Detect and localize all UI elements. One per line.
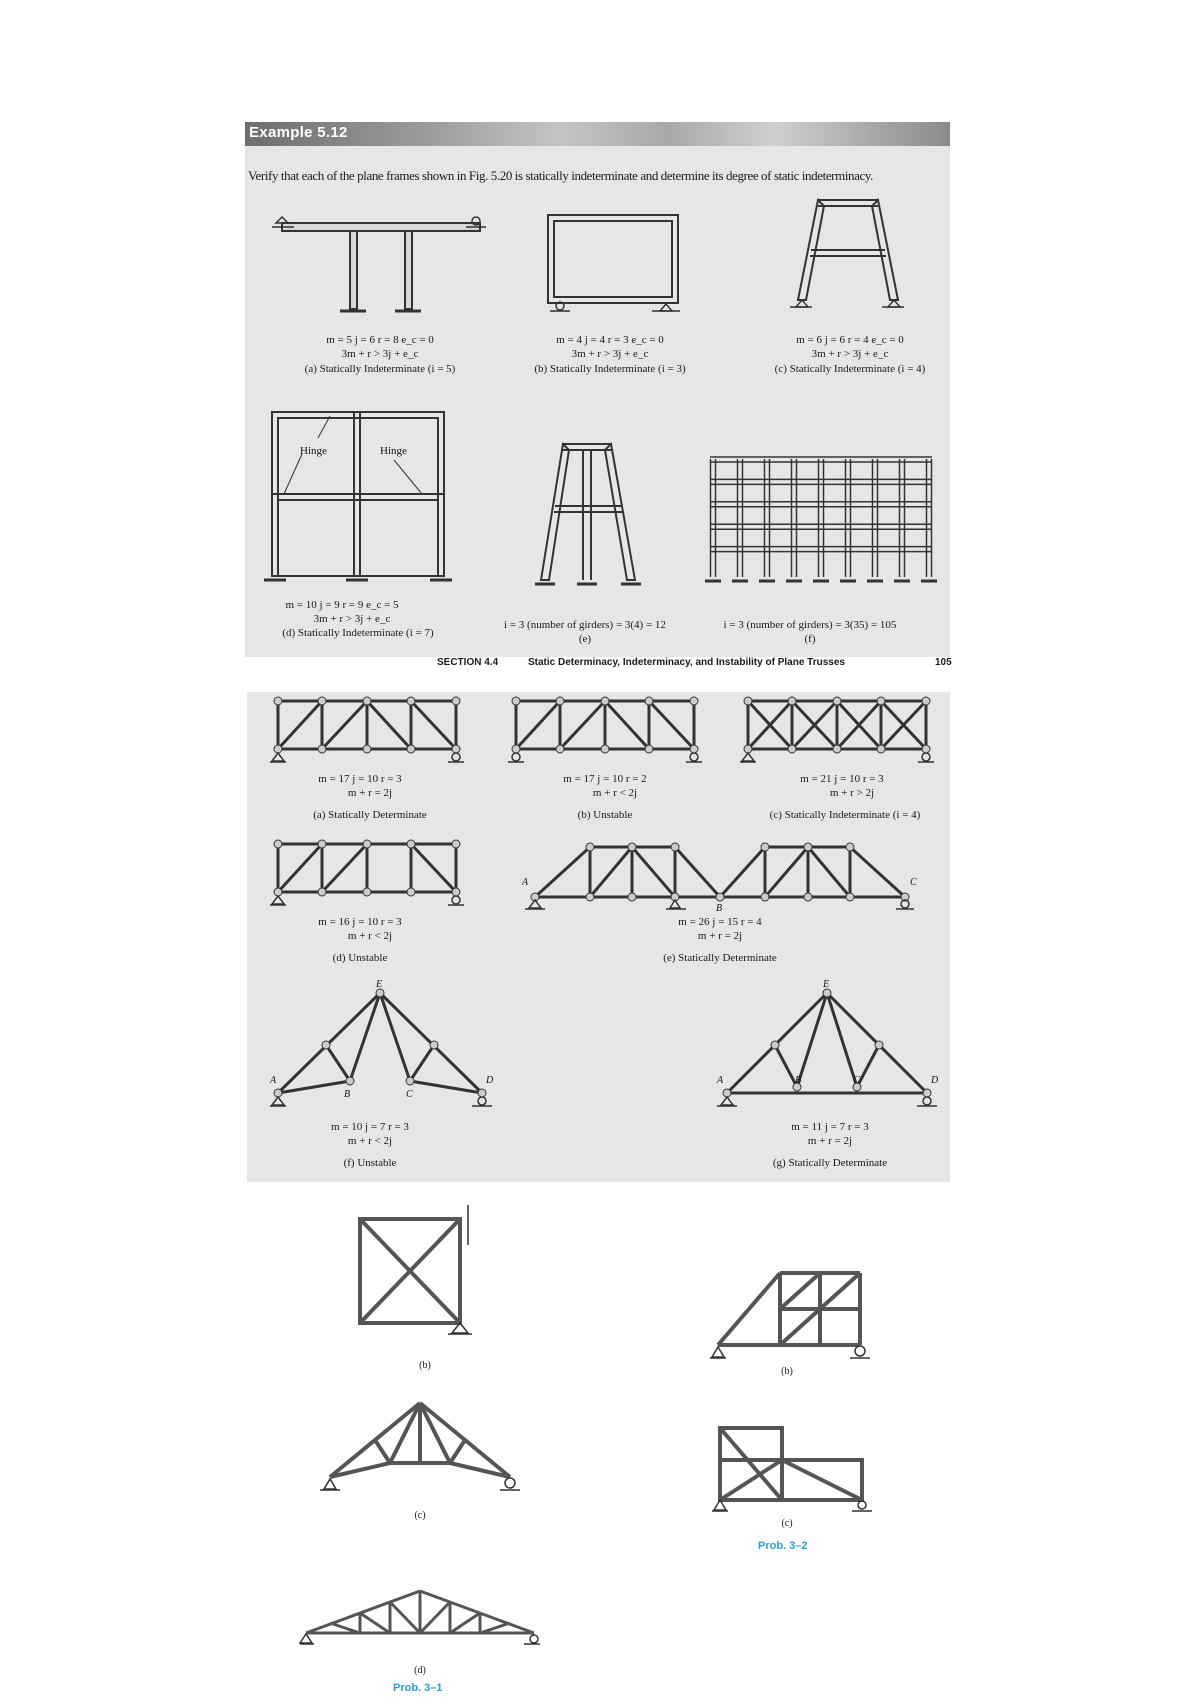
frame-b-figure	[540, 210, 685, 310]
truss-e-label-a: A	[522, 877, 529, 888]
truss-g-label-c: C	[853, 1075, 860, 1086]
truss-e-caption: (e) Statically Determinate	[663, 952, 777, 964]
truss-f-label-d: D	[486, 1075, 494, 1086]
example-banner	[245, 122, 950, 146]
truss-d-eq1: m = 16 j = 10 r = 3	[318, 916, 402, 928]
truss-e-label-b: B	[716, 903, 723, 914]
frame-b-eq1: m = 4 j = 4 r = 3 e_c = 0	[556, 334, 664, 346]
prob1-d-figure	[300, 1585, 540, 1645]
prob1-c-label: (c)	[414, 1510, 426, 1521]
truss-c-eq1: m = 21 j = 10 r = 3	[800, 773, 884, 785]
frame-b-eq2: 3m + r > 3j + e_c	[571, 348, 649, 360]
truss-d-caption: (d) Unstable	[332, 952, 388, 964]
section-title: Static Determinacy, Indeterminacy, and Instability of Plane Trusses	[528, 657, 845, 668]
frame-d-eq2: 3m + r > 3j + e_c	[313, 613, 391, 625]
truss-g-label-b: B	[795, 1075, 802, 1086]
truss-b-figure	[508, 695, 703, 765]
frame-f-eq1: i = 3 (number of girders) = 3(35) = 105	[723, 619, 897, 631]
truss-b-caption: (b) Unstable	[577, 809, 633, 821]
section-number: SECTION 4.4	[437, 657, 499, 668]
truss-f-label-c: C	[406, 1089, 413, 1100]
truss-g-label-e: E	[823, 979, 830, 990]
example-title: Example 5.12	[249, 124, 348, 141]
frame-d-caption: (d) Statically Indeterminate (i = 7)	[282, 627, 434, 639]
truss-f-label-e: E	[376, 979, 383, 990]
truss-c-eq2: m + r > 2j	[829, 787, 875, 799]
frame-a-figure	[270, 205, 490, 315]
truss-d-eq2: m + r < 2j	[347, 930, 393, 942]
frame-d-figure	[262, 408, 452, 588]
frame-c-eq2: 3m + r > 3j + e_c	[811, 348, 889, 360]
hinge-label-2: Hinge	[380, 445, 407, 457]
frame-a-caption: (a) Statically Indeterminate (i = 5)	[304, 363, 456, 375]
frame-c-figure	[790, 192, 905, 312]
frame-b-caption: (b) Statically Indeterminate (i = 3)	[534, 363, 686, 375]
truss-f-label-b: B	[344, 1089, 351, 1100]
frame-a-eq1: m = 5 j = 6 r = 8 e_c = 0	[326, 334, 434, 346]
truss-f-eq1: m = 10 j = 7 r = 3	[331, 1121, 409, 1133]
truss-f-figure	[270, 979, 500, 1115]
truss-b-eq1: m = 17 j = 10 r = 2	[563, 773, 647, 785]
truss-e-eq1: m = 26 j = 15 r = 4	[678, 916, 762, 928]
prob1-d-label: (d)	[414, 1665, 426, 1676]
example-intro: Verify that each of the plane frames shown in Fig. 5.20 is statically indeterminate and determine its degree of static indeterminacy.	[248, 168, 873, 183]
prob1-b-label: (b)	[419, 1360, 431, 1371]
frame-c-caption: (c) Statically Indeterminate (i = 4)	[774, 363, 926, 375]
frame-e-eq1: i = 3 (number of girders) = 3(4) = 12	[504, 619, 666, 631]
truss-b-eq2: m + r < 2j	[592, 787, 638, 799]
truss-a-figure	[270, 695, 465, 765]
truss-g-label-d: D	[931, 1075, 939, 1086]
truss-a-eq1: m = 17 j = 10 r = 3	[318, 773, 402, 785]
prob-3-2-label: Prob. 3–2	[758, 1540, 808, 1552]
prob2-c-label: (c)	[781, 1518, 793, 1529]
truss-a-eq2: m + r = 2j	[347, 787, 393, 799]
truss-g-figure	[715, 979, 945, 1115]
truss-g-caption: (g) Statically Determinate	[772, 1157, 888, 1169]
truss-a-caption: (a) Statically Determinate	[313, 809, 427, 821]
truss-f-eq2: m + r < 2j	[347, 1135, 393, 1147]
truss-g-eq2: m + r = 2j	[807, 1135, 853, 1147]
prob2-c-figure	[712, 1420, 872, 1510]
frame-f-figure	[705, 455, 940, 590]
frame-e-caption: (e)	[578, 633, 592, 645]
frame-d-eq1: m = 10 j = 9 r = 9 e_c = 5	[285, 599, 399, 611]
truss-c-figure	[740, 695, 935, 765]
prob1-c-figure	[320, 1395, 520, 1495]
truss-g-eq1: m = 11 j = 7 r = 3	[791, 1121, 869, 1133]
truss-e-label-c: C	[910, 877, 917, 888]
frame-c-eq1: m = 6 j = 6 r = 4 e_c = 0	[796, 334, 904, 346]
frame-a-eq2: 3m + r > 3j + e_c	[341, 348, 419, 360]
truss-d-figure	[270, 838, 465, 908]
truss-e-eq2: m + r = 2j	[697, 930, 743, 942]
truss-g-label-a: A	[717, 1075, 724, 1086]
prob2-b-figure	[710, 1265, 870, 1360]
truss-c-caption: (c) Statically Indeterminate (i = 4)	[769, 809, 921, 821]
frame-e-figure	[535, 440, 645, 590]
truss-f-caption: (f) Unstable	[343, 1157, 397, 1169]
prob-3-1-label: Prob. 3–1	[393, 1682, 443, 1694]
truss-f-label-a: A	[270, 1075, 277, 1086]
prob2-b-label: (b)	[781, 1366, 793, 1377]
prob1-b-figure	[352, 1205, 482, 1335]
truss-e-figure	[520, 835, 920, 914]
hinge-label-1: Hinge	[300, 445, 327, 457]
page-number: 105	[935, 657, 952, 668]
frame-f-caption: (f)	[804, 633, 816, 645]
